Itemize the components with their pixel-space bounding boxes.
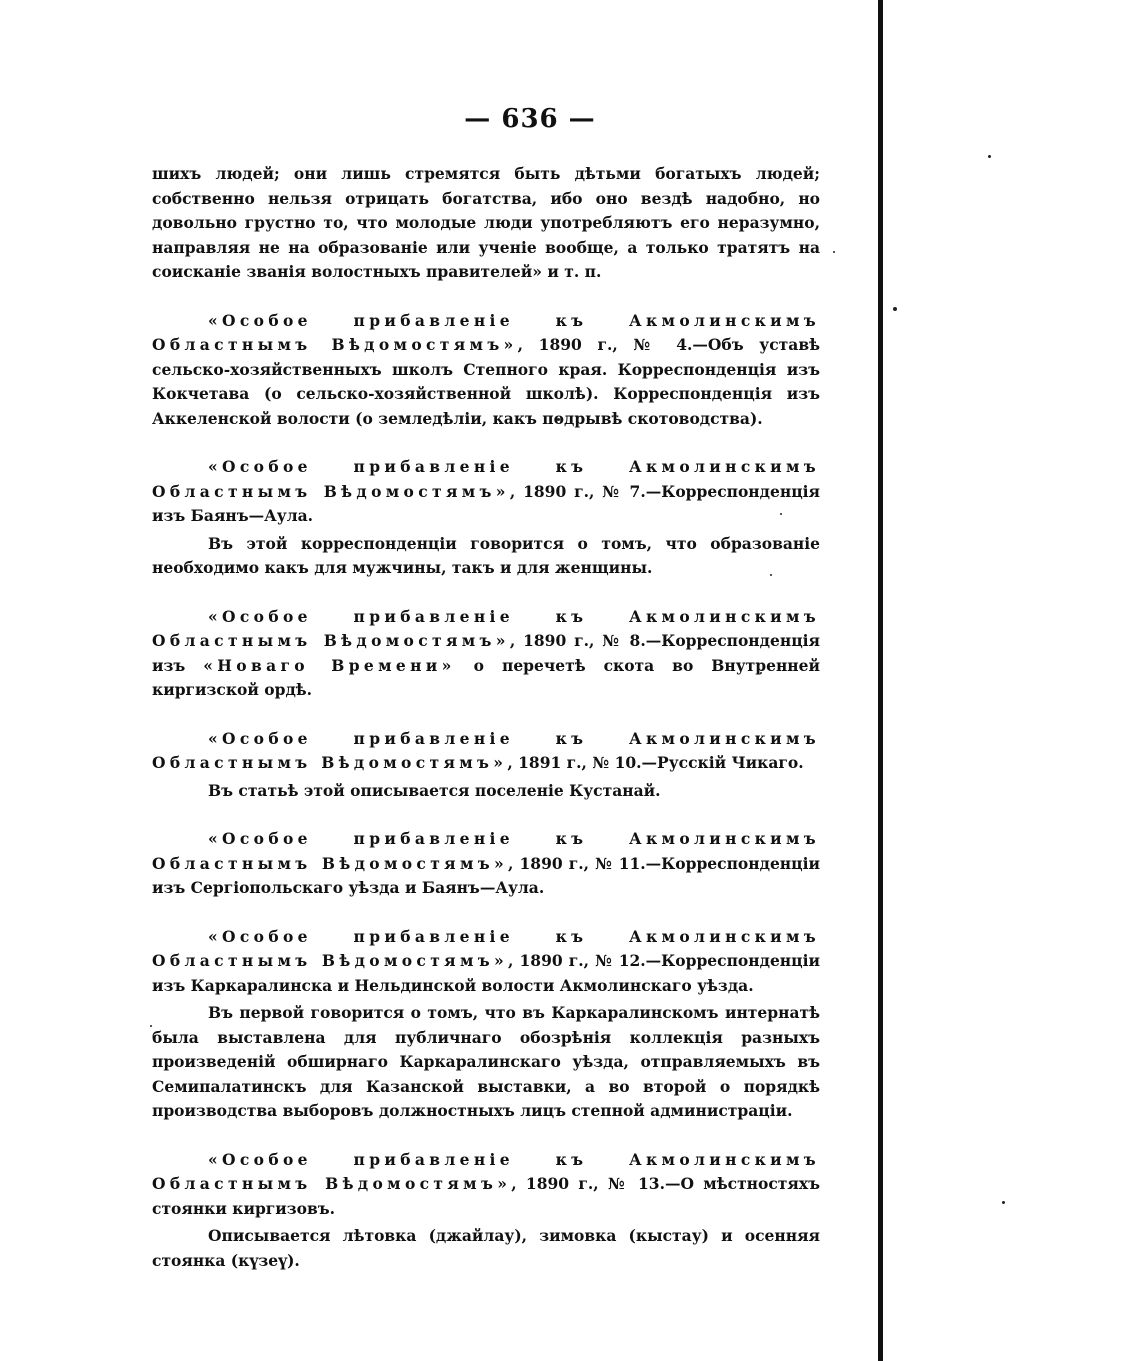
publication-title: «Особое прибавленіе къ Акмолинскимъ Областнымъ Вѣдомостямъ» [152,1149,820,1193]
continuation-paragraph [152,162,820,285]
bibliography-entry [152,309,820,432]
publication-title: «Особое прибавленіе къ Акмолинскимъ Областнымъ Вѣдомостямъ» [152,728,820,772]
publication-title: «Особое прибавленіе къ Акмолинскимъ Областнымъ Вѣдомостямъ» [152,829,820,873]
entry-text: , 1890 г., № 11.—Корреспонденціи изъ Сергіопольскаго уѣзда и Баянъ—Аула. [152,853,820,897]
publication-title: «Особое прибавленіе къ Акмолинскимъ Областнымъ Вѣдомостямъ» [152,926,820,970]
entry-text: , 1891 г., № 10.—Русскій Чикаго. [507,753,804,772]
entry-text: , 1890 г., № 12.—Корреспонденціи изъ Каркаралинска и Нельдинской волости Акмолинскаго уѣзда. [152,951,820,995]
publication-title: «Особое прибавленіе къ Акмолинскимъ Областнымъ Вѣдомостямъ» [152,310,820,354]
bibliography-entry [152,827,820,901]
bibliography-entry [152,925,820,999]
print-speck [893,307,897,311]
entry-annotation: Въ этой корреспонденціи говорится о томъ, что образованіе необходимо какъ для мужчины, такъ и для женщины. [152,533,820,577]
text-column [152,162,820,1273]
entry-text: , 1890 г., № 13.—О мѣстностяхъ стоянки киргизовъ. [152,1174,820,1218]
entry-text: о перечетѣ скота во Внутренней киргизской ордѣ. [152,655,820,699]
bibliography-entry [152,605,820,703]
bibliography-entry [152,1148,820,1222]
print-speck [833,251,835,253]
entry-annotation: Описывается лѣтовка (джайлау), зимовка (кыстау) и осенняя стоянка (күзеү). [152,1226,820,1270]
publication-title: «Новаго Времени» [203,655,456,675]
publication-title: «Особое прибавленіе къ Акмолинскимъ Областнымъ Вѣдомостямъ» [152,457,820,501]
print-speck [1002,1201,1005,1204]
bibliography-entry [152,727,820,776]
bibliography-entry [152,455,820,529]
entry-text: , 1890 г., № 7.—Корреспонденція изъ Баянъ—Аула. [152,481,820,525]
entry-annotation: Въ первой говорится о томъ, что въ Каркаралинскомъ интернатѣ была выставлена для публичнаго обозрѣнія коллекція разныхъ произведеній обширнаго Каркаралинскаго уѣзда, отправляемыхъ въ Семипалатинскъ для Казанской выставки, а во второй о порядкѣ производства выборовъ должностныхъ лицъ степной администраціи. [152,1003,820,1120]
entry-text: , 1890 г., № 8.—Корреспонденція изъ [152,631,820,675]
print-speck [988,155,991,158]
entry-text: , 1890 г., № 4.—Объ уставѣ сельско-хозяйственныхъ школъ Степного края. Корреспонденція изъ Кокчетава (о сельско-хозяйственной школѣ). Корреспонденція изъ Аккеленской волости (о земледѣліи, какъ подрывѣ скотоводства). [152,335,820,428]
publication-title: «Особое прибавленіе къ Акмолинскимъ Областнымъ Вѣдомостямъ» [152,606,820,650]
entry-annotation: Въ статьѣ этой описывается поселеніе Кустанай. [208,780,661,800]
page-number: — 636 — [464,104,596,134]
binding-edge-line [878,0,883,1361]
entry-text: шихъ людей; они лишь стремятся быть дѣтьми богатыхъ людей; собственно нельзя отрицать богатства, ибо оно вездѣ надобно, но довольно грустно то, что молодые люди употребляютъ его неразумно, направляя не на образованіе или ученіе вообще, а только тратятъ на соисканіе званія волостныхъ правителей» и т. п. [152,164,820,281]
